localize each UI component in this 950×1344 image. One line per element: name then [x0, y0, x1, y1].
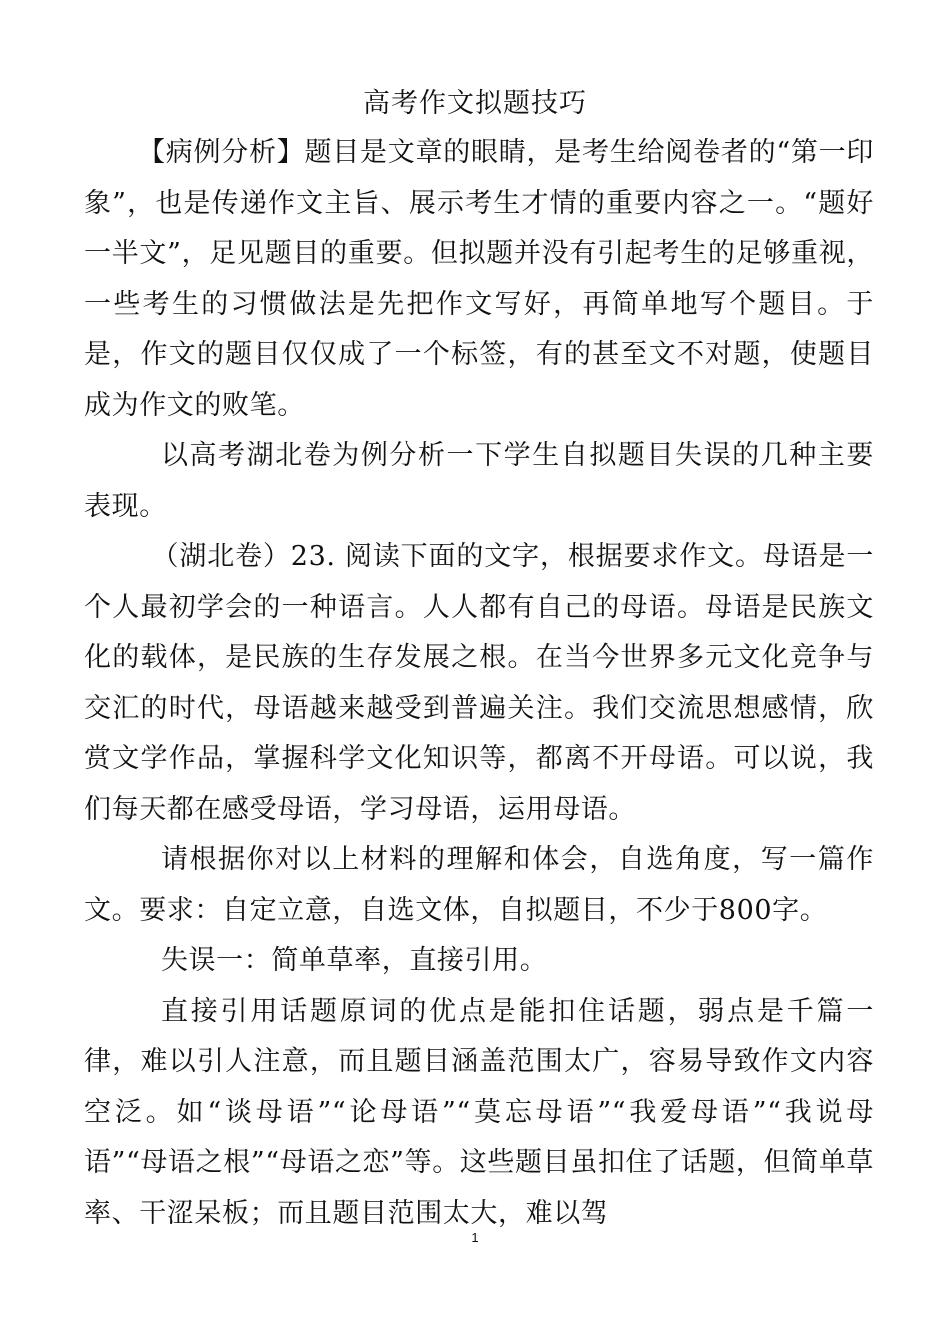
document-body [84, 128, 874, 1239]
page-number: 1 [471, 1230, 479, 1245]
paragraph-requirements: 请根据你对以上材料的理解和体会，自选角度，写一篇作文。要求：自定立意，自选文体，自拟题目，不少于800字。 [84, 844, 874, 926]
document-title: 高考作文拟题技巧 [363, 88, 587, 119]
paragraph-hubei-intro: 以高考湖北卷为例分析一下学生自拟题目失误的几种主要表现。 [84, 440, 874, 522]
paragraph-hubei-prompt: （湖北卷）23. 阅读下面的文字，根据要求作文。母语是一个人最初学会的一种语言。人人都有自己的母语。母语是民族文化的载体，是民族的生存发展之根。在当今世界多元文化竞争与交汇的时代，母语越来越受到普遍关注。我们交流思想感情，欣赏文学作品，掌握科学文化知识等，都离不开母语。可以说，我们每天都在感受母语，学习母语，运用母语。 [84, 541, 874, 825]
paragraph-mistake-one-detail: 直接引用话题原词的优点是能扣住话题，弱点是千篇一律，难以引人注意，而且题目涵盖范围太广，容易导致作文内容空泛。如“谈母语”“论母语”“莫忘母语”“我爱母语”“我说母语”“母语之根”“母语之恋”等。这些题目虽扣住了话题，但简单草率、干涩呆板；而且题目范围太大，难以驾 [84, 995, 874, 1229]
paragraph-mistake-one-heading: 失误一：简单草率，直接引用。 [160, 945, 548, 976]
paragraph-case-analysis: 【病例分析】题目是文章的眼睛，是考生给阅卷者的“第一印象”，也是传递作文主旨、展示考生才情的重要内容之一。“题好一半文”，足见题目的重要。但拟题并没有引起考生的足够重视，一些考生的习惯做法是先把作文写好，再简单地写个题目。于是，作文的题目仅仅成了一个标签，有的甚至文不对题，使题目成为作文的败笔。 [84, 137, 874, 421]
